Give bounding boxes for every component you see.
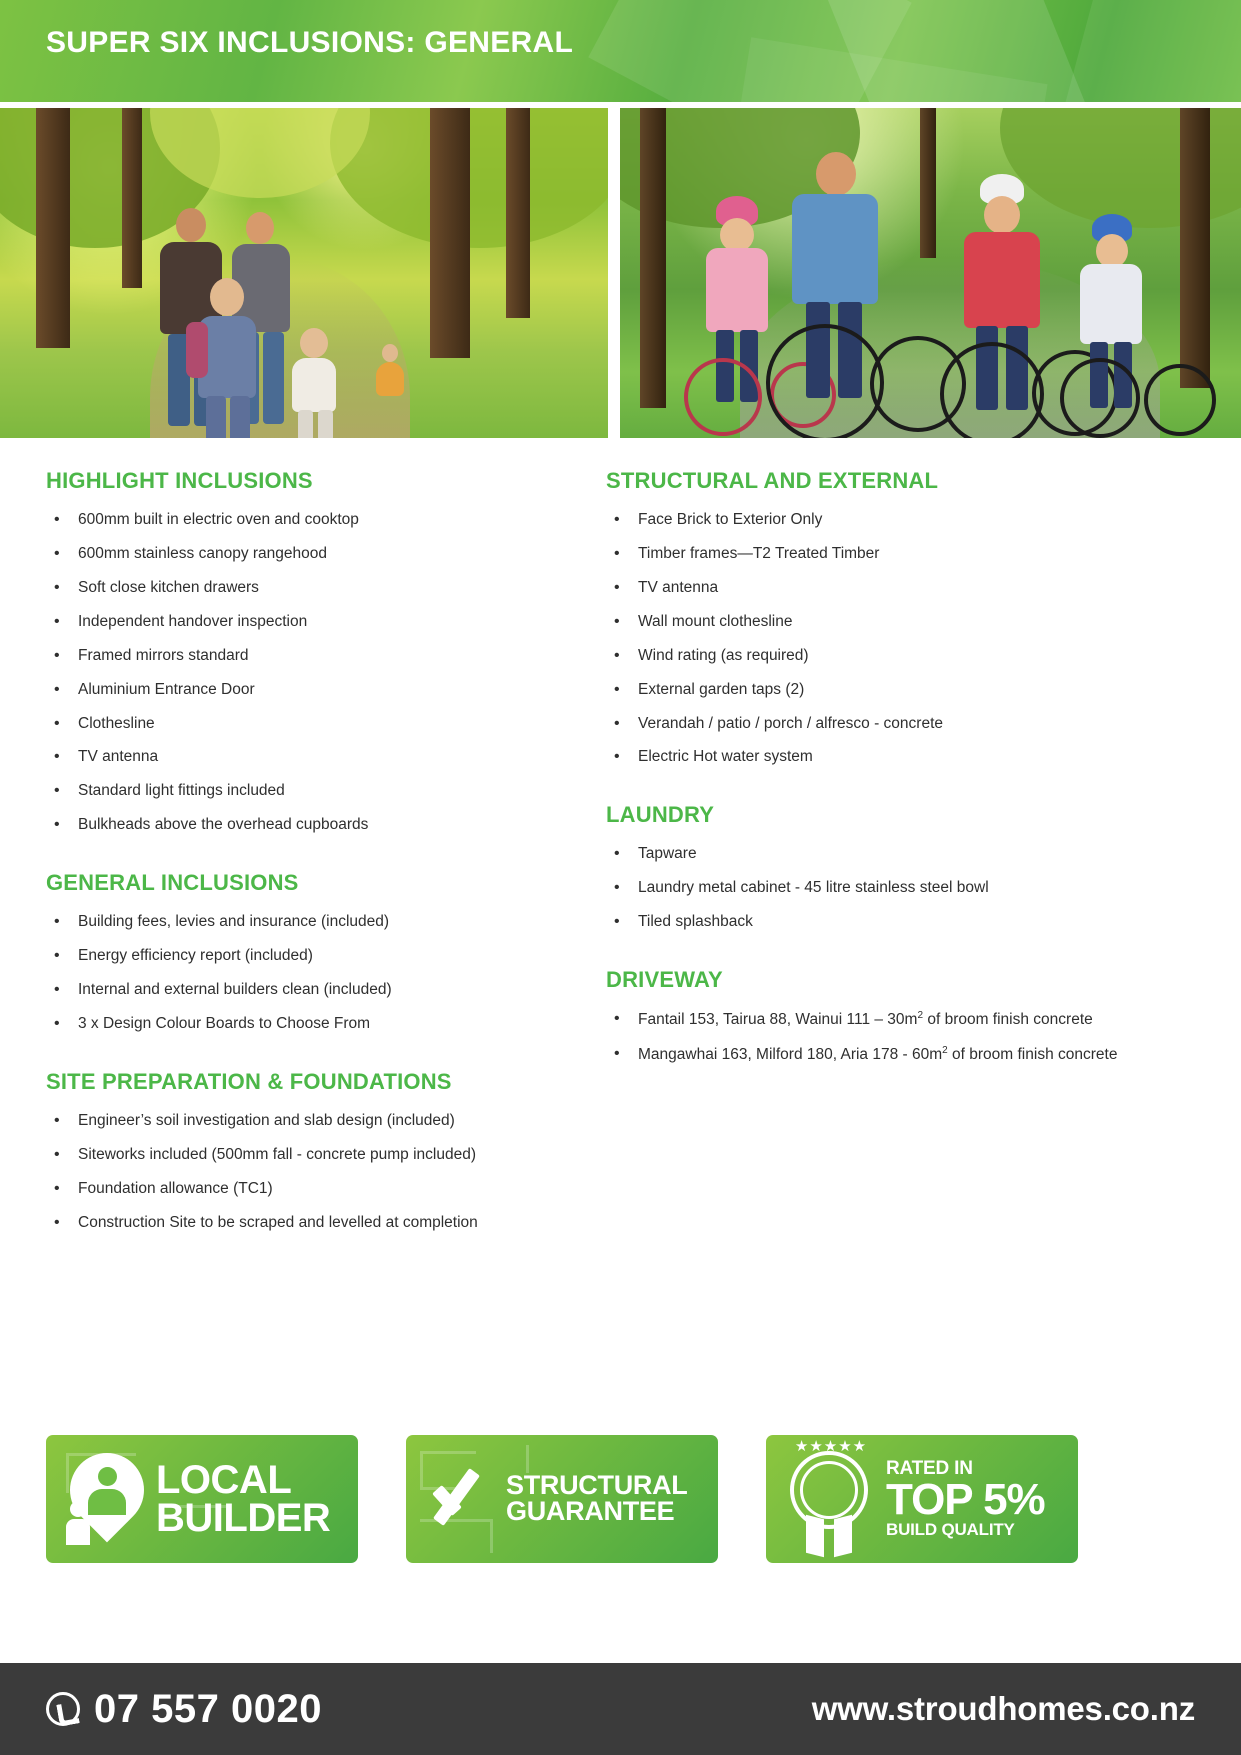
page-header (0, 0, 1241, 108)
phone-number[interactable]: 07 557 0020 (94, 1686, 322, 1731)
section-heading: HIGHLIGHT INCLUSIONS (46, 468, 313, 493)
tree-trunk (506, 108, 530, 318)
list-item: • Foundation allowance (TC1) (46, 1179, 566, 1200)
list-item: • Framed mirrors standard (46, 646, 566, 667)
list-item: • Electric Hot water system (606, 747, 1166, 768)
right-column (606, 468, 1166, 1268)
list-item: • Construction Site to be scraped and levelled at completion (46, 1213, 566, 1234)
list-item: • Engineer’s soil investigation and slab design (included) (46, 1111, 566, 1132)
badge-line-1: STRUCTURAL (506, 1470, 688, 1501)
list-item: • External garden taps (2) (606, 680, 1166, 701)
rated-in-label: RATED IN (886, 1457, 973, 1479)
inclusions-content (0, 438, 1241, 1268)
rosette-icon (780, 1438, 880, 1555)
badge-line-2: GUARANTEE (506, 1496, 675, 1526)
tree-trunk (640, 108, 666, 408)
list-item: • Mangawhai 163, Milford 180, Aria $178 - 60m^2$ of broom finish concrete (606, 1044, 1166, 1066)
rosette-stars: ★★★★★ (794, 1438, 868, 1455)
list-item: • 600mm stainless canopy rangehood (46, 544, 566, 565)
section-heading: GENERAL INCLUSIONS (46, 870, 299, 896)
map-pin-family-icon (64, 1451, 148, 1547)
list-item: • Wall mount clothesline (606, 612, 1166, 633)
page-title: SUPER SIX INCLUSIONS: GENERAL (46, 26, 574, 59)
footer-divider (0, 1655, 1241, 1663)
list-item: • Laundry metal cabinet - 45 litre stainless steel bowl (606, 878, 1166, 899)
photo-strip (0, 108, 1241, 438)
list-item: • Independent handover inspection (46, 612, 566, 633)
list-item: • Siteworks included (500mm fall - concrete pump included) (46, 1145, 566, 1166)
list-item: • Aluminium Entrance Door (46, 680, 566, 701)
badge-line-1: LOCAL (156, 1458, 292, 1502)
list-item: • Soft close kitchen drawers (46, 578, 566, 599)
phone-icon (46, 1692, 80, 1726)
tree-trunk (36, 108, 70, 348)
tree-trunk (122, 108, 142, 288)
structural-guarantee-badge (406, 1435, 718, 1563)
general-inclusions-list (46, 912, 566, 1035)
list-item: • Timber frames—T2 Treated Timber (606, 544, 1166, 565)
left-column (46, 468, 566, 1268)
section-heading: DRIVEWAY (606, 967, 723, 993)
list-item: • Standard light fittings included (46, 781, 566, 802)
photo-2-scene (620, 108, 1241, 438)
build-quality-label: BUILD QUALITY (886, 1520, 1015, 1540)
rated-label-block (886, 1458, 1045, 1540)
site-preparation-list (46, 1111, 566, 1234)
section-driveway (606, 967, 1166, 1066)
section-highlight-inclusions (46, 468, 566, 836)
top-percent-label: TOP 5% (886, 1474, 1045, 1524)
header-facet-3 (1060, 0, 1241, 108)
list-item: • TV antenna (46, 747, 566, 768)
list-item: • Wind rating (as required) (606, 646, 1166, 667)
highlight-inclusions-list (46, 510, 566, 836)
photo-1-scene (0, 108, 608, 438)
list-item: • Fantail 153, Tairua 88, Wainui $111 - 30m^2$ of broom finish concrete (606, 1009, 1166, 1031)
section-laundry (606, 802, 1166, 933)
badge-line-2: BUILDER (156, 1496, 331, 1540)
tree-trunk (1180, 108, 1210, 388)
list-item: • Tapware (606, 844, 1166, 865)
footer-contact[interactable] (46, 1687, 322, 1732)
section-heading: LAUNDRY (606, 802, 715, 828)
list-item: • 3 x Design Colour Boards to Choose From (46, 1014, 566, 1035)
page-footer (0, 1663, 1241, 1755)
checkmark-icon (424, 1458, 506, 1540)
list-item: • Bulkheads above the overhead cupboards (46, 815, 566, 836)
list-item: • Building fees, levies and insurance (included) (46, 912, 566, 933)
local-builder-badge (46, 1435, 358, 1563)
website-url[interactable]: www.stroudhomes.co.nz (811, 1690, 1195, 1727)
list-item: • Energy efficiency report (included) (46, 946, 566, 967)
top-build-quality-badge (766, 1435, 1078, 1563)
section-site-preparation-foundations (46, 1069, 566, 1234)
list-item: • TV antenna (606, 578, 1166, 599)
laundry-list (606, 844, 1166, 933)
section-heading: SITE PREPARATION & FOUNDATIONS (46, 1068, 452, 1094)
section-heading: STRUCTURAL AND EXTERNAL (606, 468, 939, 493)
family-cycling-photo (620, 108, 1241, 438)
tree-trunk (430, 108, 470, 358)
list-item: • Tiled splashback (606, 912, 1166, 933)
family-walking-park-photo (0, 108, 608, 438)
list-item: • Clothesline (46, 714, 566, 735)
tree-trunk (920, 108, 936, 258)
section-structural-and-external (606, 468, 1166, 768)
list-item: • 600mm built in electric oven and cooktop (46, 510, 566, 531)
driveway-list (606, 1009, 1166, 1066)
list-item: • Face Brick to Exterior Only (606, 510, 1166, 531)
structural-external-list (606, 510, 1166, 768)
list-item: • Internal and external builders clean (included) (46, 980, 566, 1001)
list-item: • Verandah / patio / porch / alfresco - concrete (606, 714, 1166, 735)
section-general-inclusions (46, 870, 566, 1035)
badge-row (46, 1435, 1196, 1563)
